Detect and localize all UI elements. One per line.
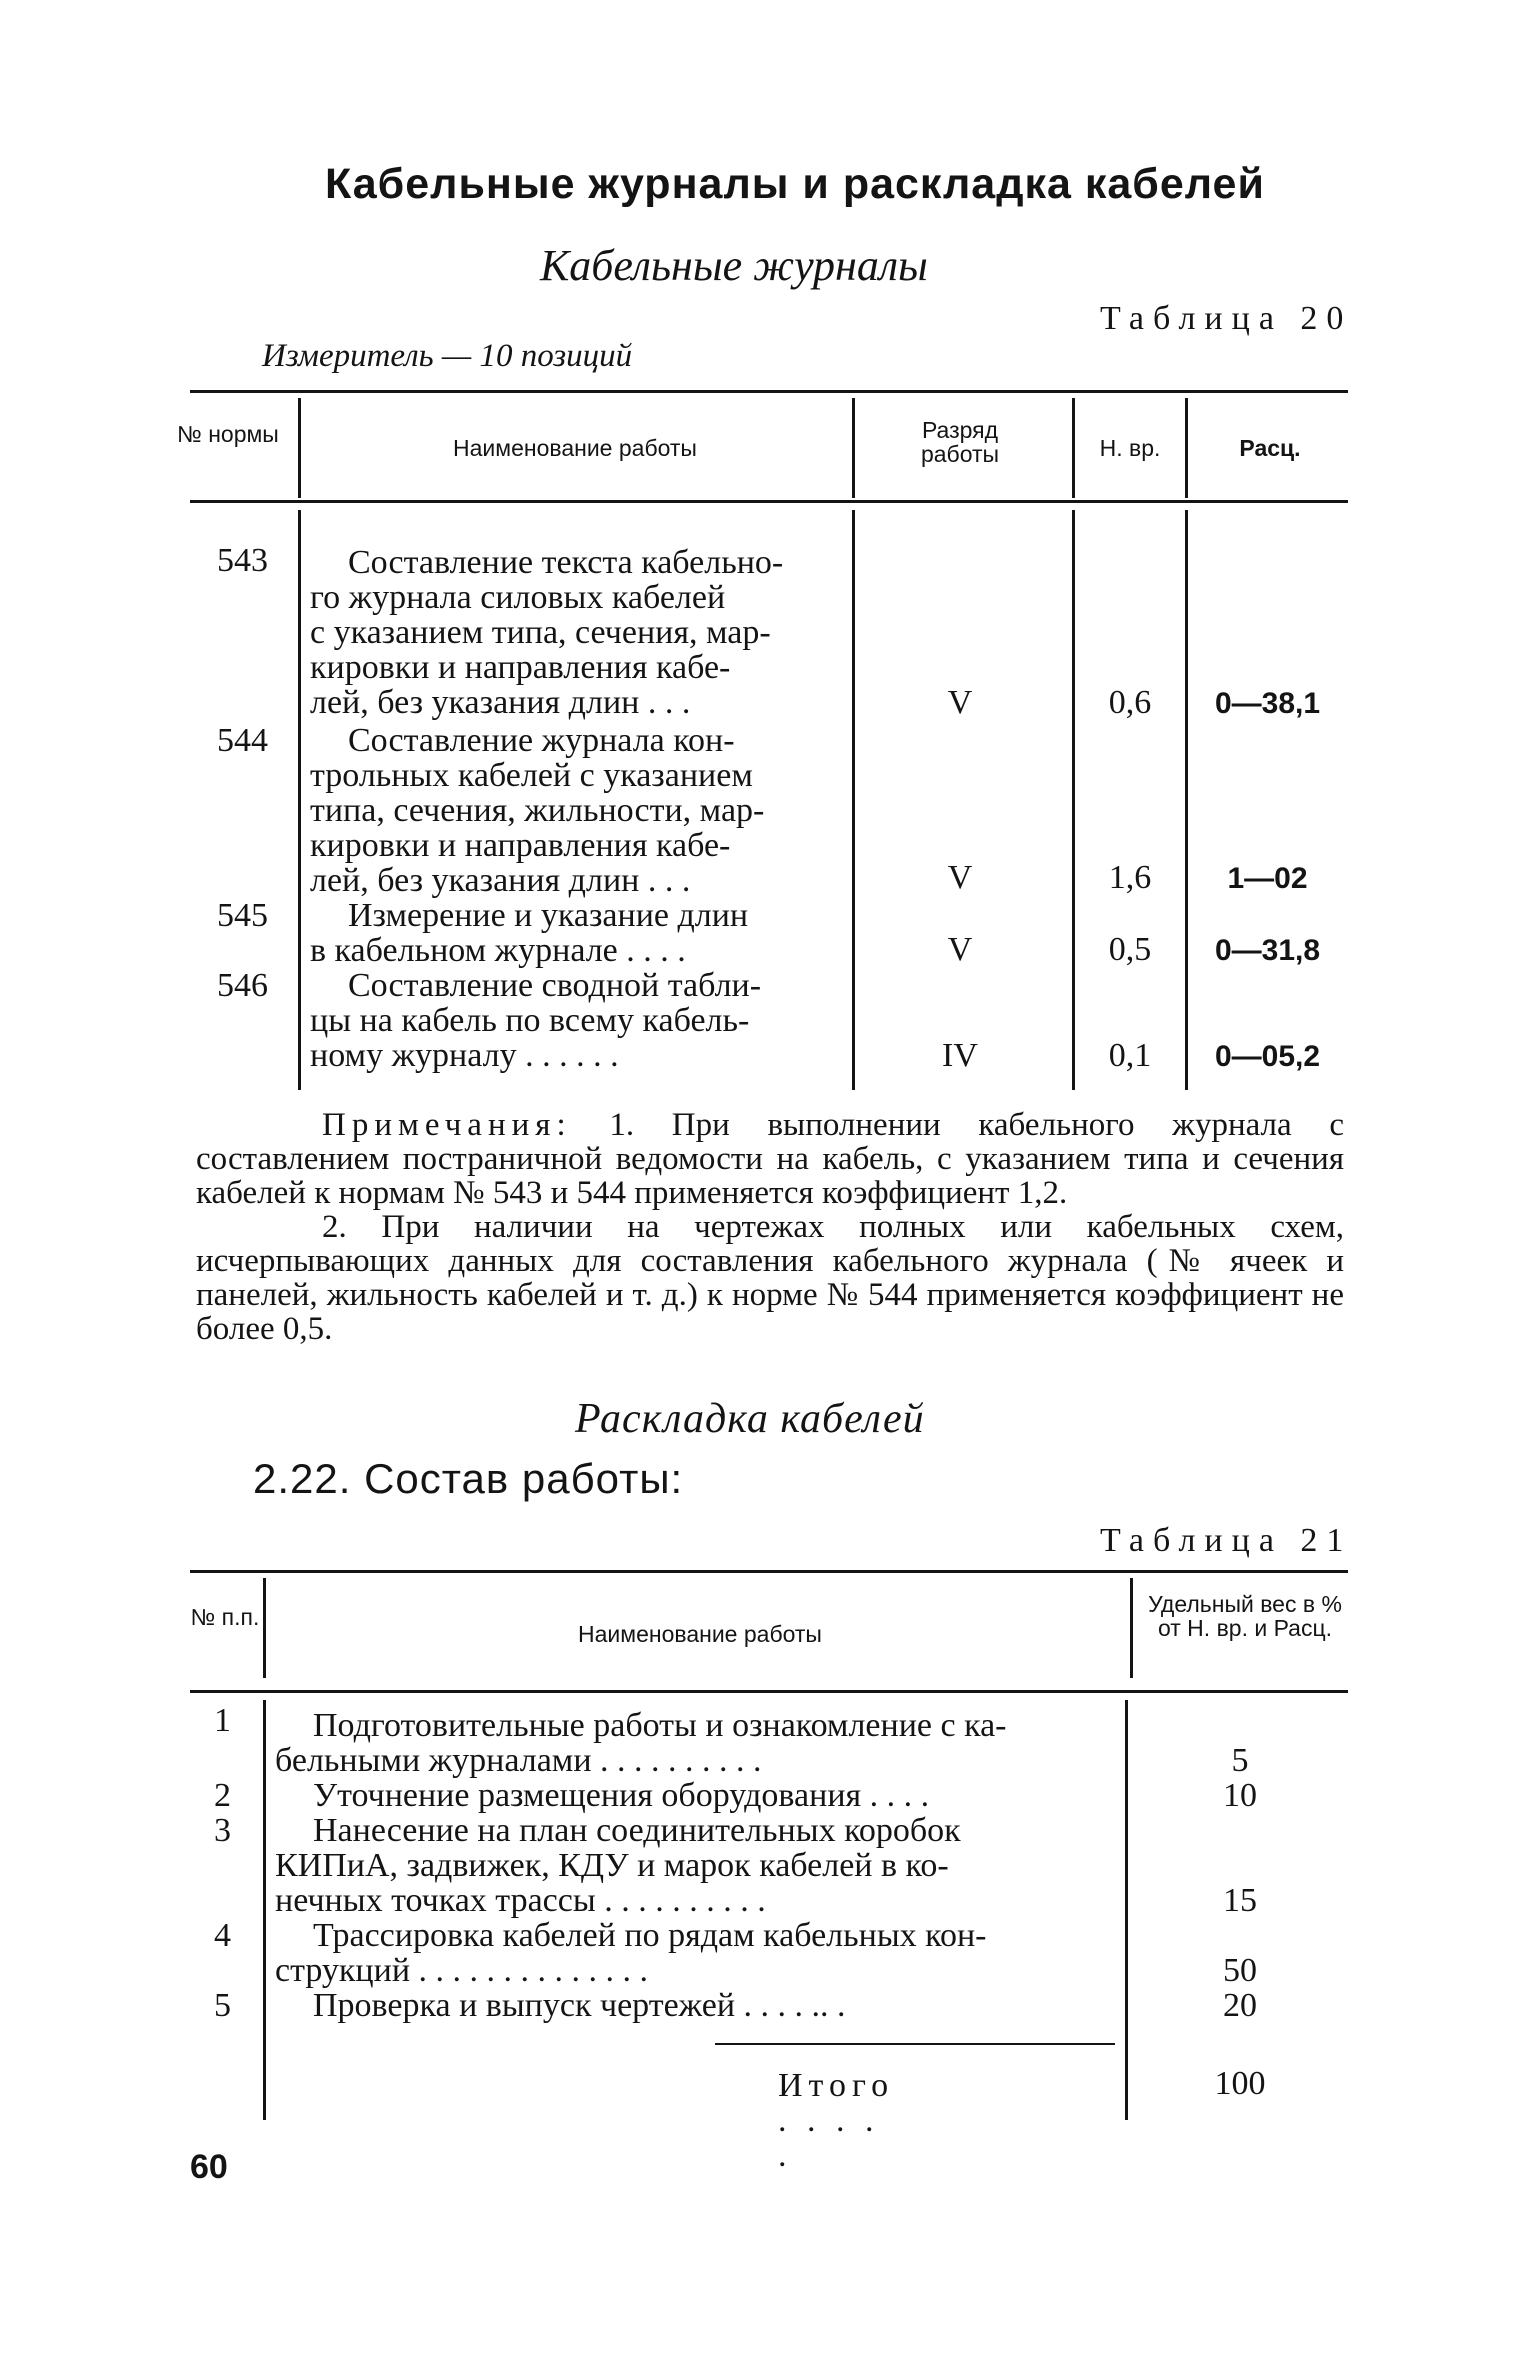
t21-row-value: 15 [1223, 1882, 1257, 1919]
t20-row-name: Составление текста кабельно- го журнала силовых кабелей с указанием типа, сечения, мар- кировки и направления кабе- лей, без указания длин . . . [310, 544, 784, 721]
t20-header-no: № нормы [177, 421, 279, 447]
t21-row-name: Проверка и выпуск чертежей . . . . .. . [313, 1987, 846, 2024]
t21-total-label: Итого . . . . . [778, 2067, 895, 2174]
t20-row-no: 544 [217, 722, 268, 759]
t21-row-no: 1 [214, 1702, 231, 1739]
t21-row-value: 5 [1231, 1742, 1249, 1779]
t21-row-no: 5 [214, 1987, 231, 2024]
t20-row-rate: 0—05,2 [1214, 1040, 1321, 1073]
page-title: Кабельные журналы и раскладка кабелей [325, 160, 1265, 208]
t21-row-no: 3 [214, 1812, 231, 1849]
note-1-text: 1. При выполнении кабельного журнала с составлением постраничной ведомости на кабель, с указанием типа и сечения кабелей к нормам № 543 и 544 применяется коэффициент 1,2. [196, 1107, 1344, 1211]
t21-row-name: Нанесение на план соединительных коробок КИПиА, задвижек, КДУ и марок кабелей в ко- нечных точках трассы . . . . . . . . . . [275, 1812, 961, 1919]
t21-row-no: 2 [214, 1777, 231, 1814]
t20-row-grade: IV [942, 1037, 978, 1074]
t20-header-grade: Разряд работы [920, 417, 1000, 468]
subtitle-cable-journals: Кабельные журналы [540, 241, 928, 290]
t21-row-value: 10 [1223, 1777, 1257, 1814]
t20-row-no: 545 [217, 897, 268, 934]
t20-row-name: Составление журнала кон- трольных кабелей с указанием типа, сечения, жильности, мар- кировки и направления кабе- лей, без указания длин . . . [310, 722, 765, 899]
measure-unit: Измеритель — 10 позиций [262, 338, 633, 374]
t20-row-time: 0,5 [1108, 931, 1152, 968]
t20-row-time: 1,6 [1108, 859, 1152, 896]
note-2: 2. При наличии на чертежах полных или кабельных схем, исчерпывающих данных для составления кабельного журнала (№ ячеек и панелей, жильность кабелей и т. д.) к норме № 544 применяется коэффициент не более 0,5. [196, 1209, 1344, 1347]
t21-row-value: 50 [1223, 1952, 1257, 1989]
t20-row-rate: 1—02 [1227, 862, 1308, 895]
t20-row-name: Составление сводной табли- цы на кабель по всему кабель- ному журналу . . . . . . [310, 967, 762, 1074]
t20-row-rate: 0—38,1 [1214, 687, 1321, 720]
t21-row-name: Трассировка кабелей по рядам кабельных кон- струкций . . . . . . . . . . . . . . [275, 1917, 987, 1989]
t20-row-rate: 0—31,8 [1214, 934, 1321, 967]
t20-row-time: 0,6 [1108, 684, 1152, 721]
t20-row-grade: V [947, 859, 973, 896]
t20-header-rate: Расц. [1239, 435, 1301, 461]
notes-label: Примечания: [322, 1107, 572, 1143]
note-1 [196, 1108, 1344, 1210]
t20-row-grade: V [947, 931, 973, 968]
section-heading: 2.22. Состав работы: [253, 1455, 684, 1502]
table-20-label: Таблица 20 [1100, 300, 1353, 337]
t20-row-grade: V [947, 684, 973, 721]
t21-row-value: 20 [1223, 1987, 1257, 2024]
t21-header-weight: Удельный вес в % от Н. вр. и Расц. [1148, 1591, 1342, 1642]
t20-row-no: 543 [217, 542, 268, 579]
t20-row-no: 546 [217, 967, 268, 1004]
t21-total-value: 100 [1214, 2065, 1266, 2102]
t20-header-name: Наименование работы [453, 435, 697, 461]
t21-row-name: Уточнение размещения оборудования . . . . [313, 1777, 930, 1814]
page-number: 60 [190, 2148, 228, 2186]
t20-header-time: Н. вр. [1099, 435, 1161, 461]
t20-row-name: Измерение и указание длин в кабельном журнале . . . . [310, 897, 749, 969]
table-21-label: Таблица 21 [1100, 1522, 1353, 1559]
notes-block [196, 1108, 1344, 1346]
t21-row-no: 4 [214, 1917, 231, 1954]
t21-header-name: Наименование работы [578, 1621, 822, 1647]
t21-header-no: № п.п. [190, 1604, 260, 1630]
subtitle-cable-layout: Раскладка кабелей [575, 1396, 925, 1442]
t21-row-name: Подготовительные работы и ознакомление с ка- бельными журналами . . . . . . . . . . [275, 1707, 1007, 1779]
t20-row-time: 0,1 [1108, 1037, 1152, 1074]
